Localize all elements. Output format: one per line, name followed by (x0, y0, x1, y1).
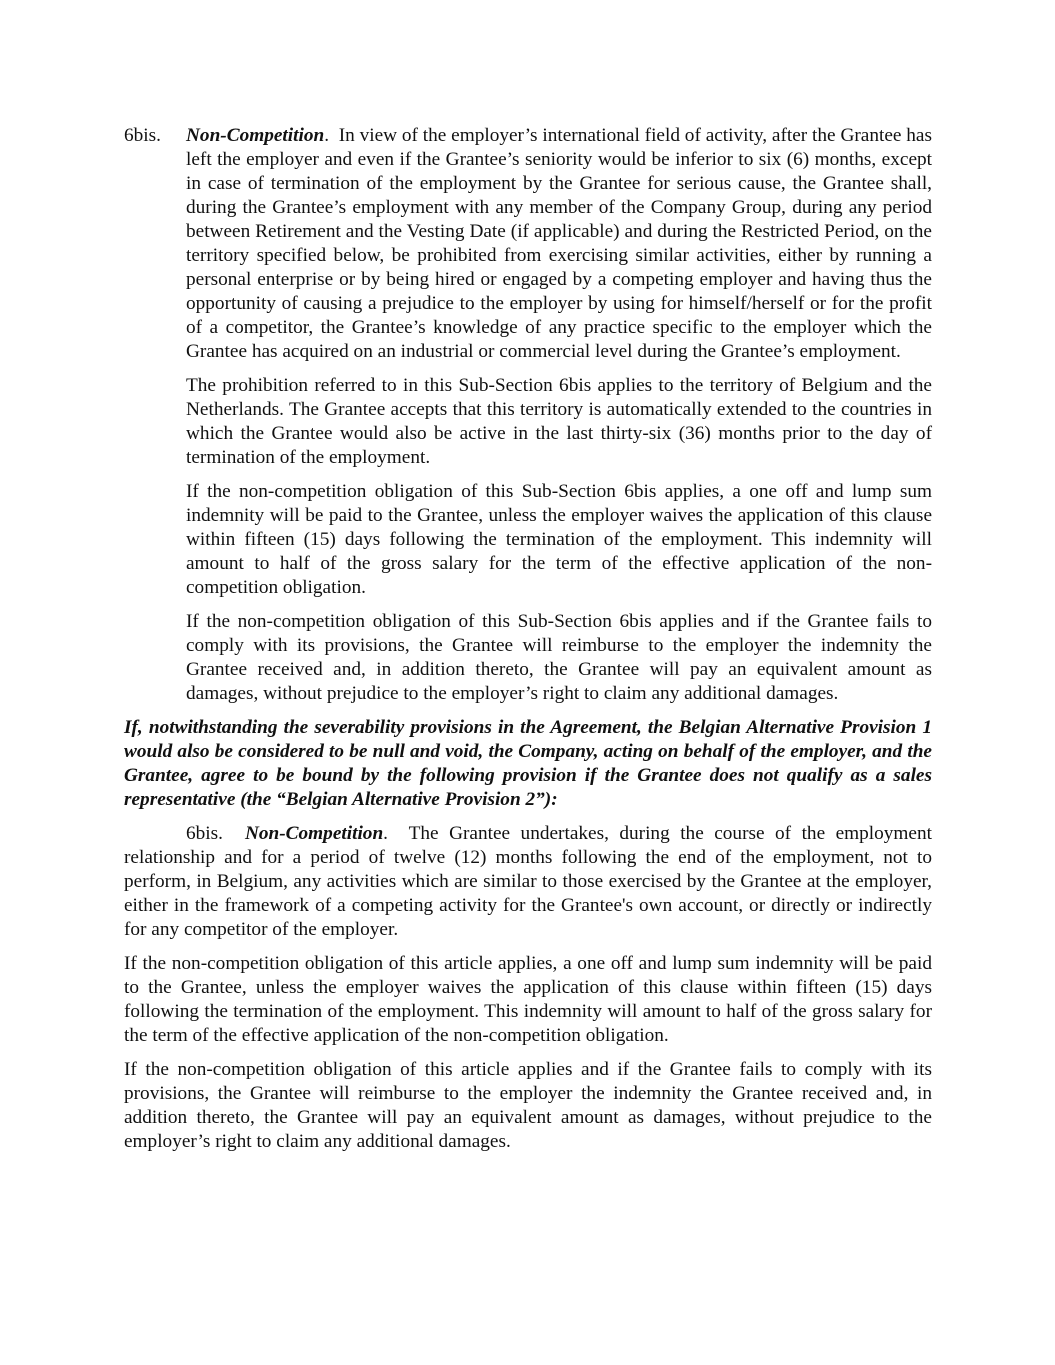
section-number: 6bis. (124, 125, 161, 146)
paragraph-reimbursement: If the non-competition obligation of this Sub-Section 6bis applies and if the Grantee fails to comply with its provisions, the Grantee will reimburse to the employer the indemnity the Grantee received and, in addition thereto, the Grantee will pay an equivalent amount as damages, without prejudice to the employer’s right to claim any additional damages. (186, 611, 932, 704)
paragraph-indemnity: If the non-competition obligation of this Sub-Section 6bis applies, a one off and lump sum indemnity will be paid to the Grantee, unless the employer waives the application of this clause within fifteen (15) days following the termination of the employment. This indemnity will amount to half of the gross salary for the term of the effective application of the non-competition obligation. (186, 481, 932, 598)
paragraph-indemnity-2: If the non-competition obligation of this article applies, a one off and lump sum indemnity will be paid to the Grantee, unless the employer waives the application of this clause within fifteen (15) days following the termination of the employment. This indemnity will amount to half of the gross salary for the term of the effective application of the non-competition obligation. (124, 953, 932, 1046)
section-heading: Non-Competition (244, 823, 384, 844)
section-heading: Non-Competition (186, 125, 325, 146)
document-page (124, 124, 932, 1164)
section-body-text: The Grantee undertakes, during the course of the employment relationship and for a period of twelve (12) months following the end of the employment, not to perform, in Belgium, any activities which are similar to those exercised by the Grantee at the employer, either in the framework of a competing activity for the Grantee's own account, or directly or indirectly for any competitor of the employer. (124, 823, 932, 940)
section-body (186, 124, 932, 364)
section-number: 6bis. (186, 823, 223, 844)
paragraph-reimbursement-2: If the non-competition obligation of this article applies and if the Grantee fails to comply with its provisions, the Grantee will reimburse to the employer the indemnity the Grantee received and, in addition thereto, the Grantee will pay an equivalent amount as damages, without prejudice to the employer’s right to claim any additional damages. (124, 1059, 932, 1152)
section-6bis-provision-2 (124, 822, 932, 942)
section-body-text: In view of the employer’s international field of activity, after the Grantee has left the employer and even if the Grantee’s seniority would be inferior to six (6) months, except in case of termination of the employment by the Grantee for serious cause, the Grantee shall, during the Grantee’s employment with any member of the Company Group, during any period between Retirement and the Vesting Date (if applicable) and during the Restricted Period, on the territory specified below, be prohibited from exercising similar activities, either by running a personal enterprise or by being hired or engaged by a competing employer and having thus the opportunity of causing a prejudice to the employer by using for himself/herself or for the profit of a competitor, the Grantee’s knowledge of any practice specific to the employer which the Grantee has acquired on an industrial or commercial level during the Grantee’s employment. (186, 125, 932, 362)
section-6bis-provision-1 (124, 124, 932, 364)
paragraph-territory: The prohibition referred to in this Sub-Section 6bis applies to the territory of Belgium and the Netherlands. The Grantee accepts that this territory is automatically extended to the countries in which the Grantee would also be active in the last thirty-six (36) months prior to the day of termination of the employment. (186, 375, 932, 468)
alternative-provision-intro: If, notwithstanding the severability provisions in the Agreement, the Belgian Alternative Provision 1 would also be considered to be null and void, the Company, acting on behalf of the employer, and the Grantee, agree to be bound by the following provision if the Grantee does not qualify as a sales representative (the “Belgian Alternative Provision 2”): (124, 717, 932, 810)
heading-period: . (324, 125, 330, 146)
heading-period: . (383, 823, 388, 844)
